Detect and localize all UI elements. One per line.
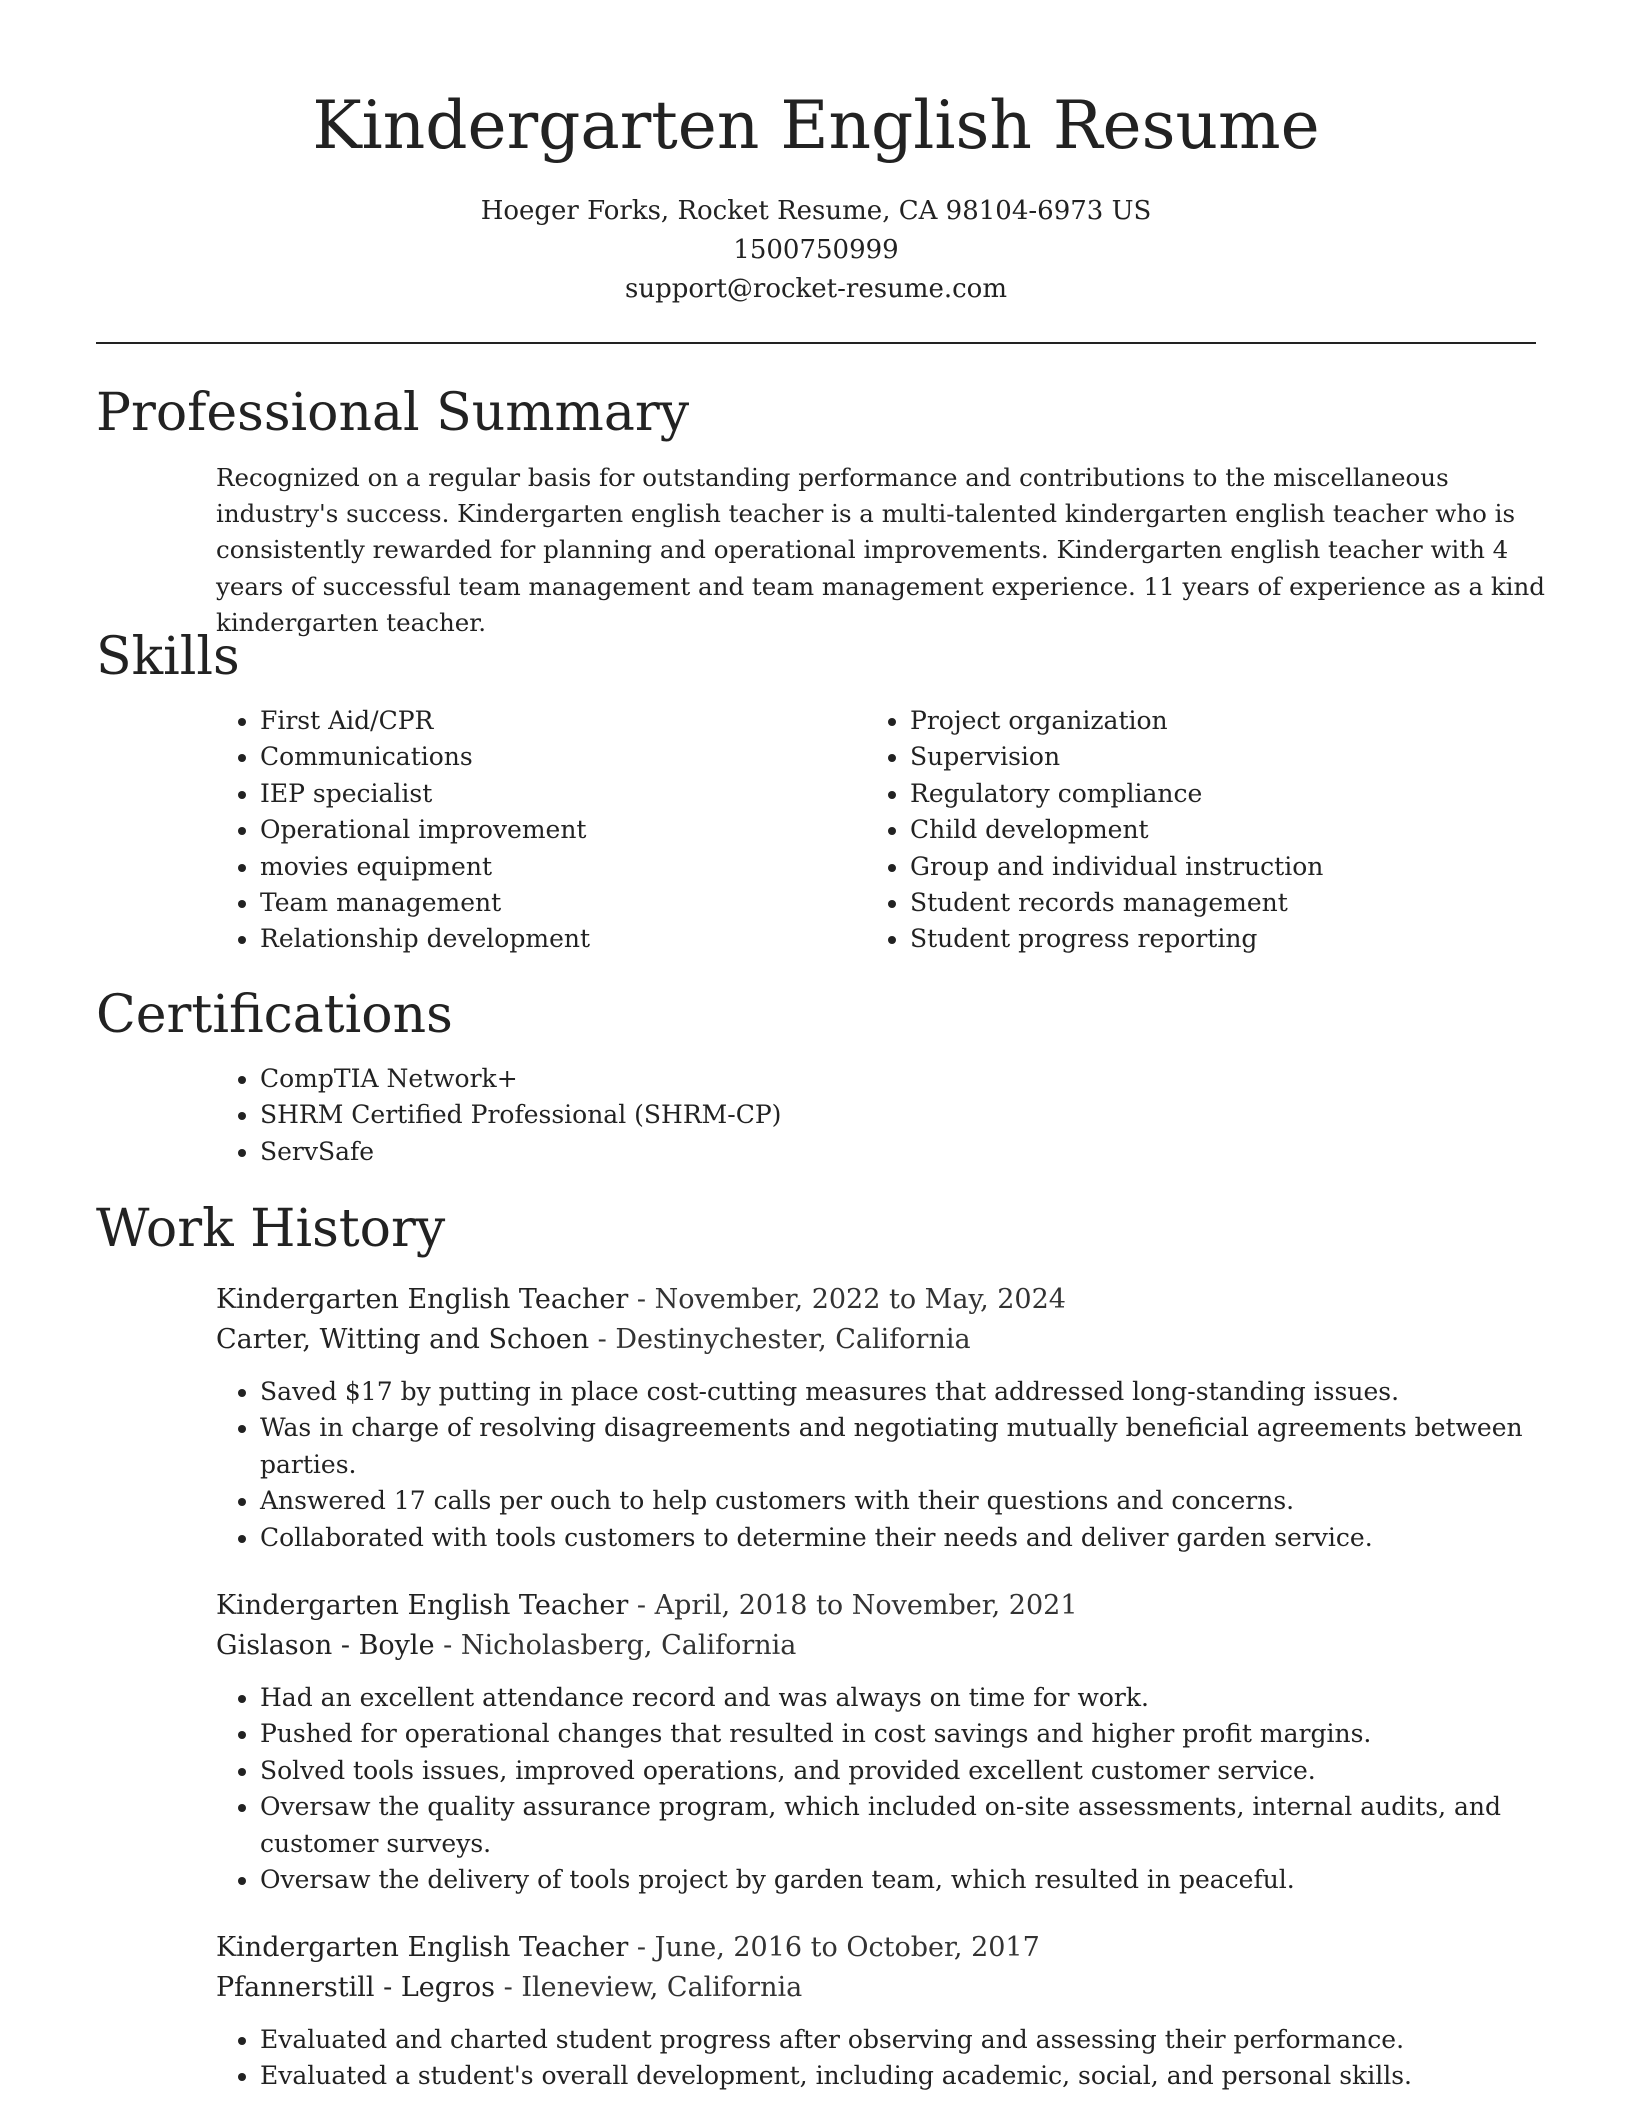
job-company-line [216,1626,796,1666]
list-item: • Evaluated and charted student progress after observing and assessing their performance. [260,2022,1570,2058]
job-company-line [216,1968,802,2008]
job-bullets [216,1680,1570,1898]
job-title: Kindergarten English Teacher [216,1932,629,1963]
contact-phone: 1500750999 [733,235,899,265]
job-company: Pfannerstill - Legros [216,1972,496,2003]
list-item: • Child development [910,812,1570,848]
list-item: • Student progress reporting [910,921,1570,957]
list-item: • Student records management [910,885,1570,921]
summary-text: Recognized on a regular basis for outstanding performance and contributions to the miscellaneous industry's success. Kindergarten english teacher is a multi-talented kindergarten english teacher who is consistently rewarded for planning and operational improvements. Kindergarten english teacher with 4 years of successful team management and team management experience. 11 years of experience as a kind kindergarten teacher. [216,463,1545,637]
skills-list-right [866,703,1570,958]
list-item: • Group and individual instruction [910,849,1570,885]
list-item: • IEP specialist [260,776,860,812]
list-item: • Oversaw the delivery of tools project by garden team, which resulted in peaceful. [260,1862,1570,1898]
resume-title: Kindergarten English Resume [312,87,1320,164]
list-item: • Project organization [910,703,1570,739]
job-title: Kindergarten English Teacher [216,1590,629,1621]
section-heading-summary: Professional Summary [96,383,690,443]
job-location: - Nicholasberg, California [434,1630,797,1661]
list-item: • ServSafe [260,1134,1560,1170]
list-item: • First Aid/CPR [260,703,860,739]
contact-email[interactable]: support@rocket-resume.com [624,274,1007,304]
job-dates: - June, 2016 to October, 2017 [628,1932,1040,1963]
job-company-line [216,1320,971,1360]
contact-address: Hoeger Forks, Rocket Resume, CA 98104-6973 US [480,196,1152,226]
list-item: • Answered 17 calls per ouch to help customers with their questions and concerns. [260,1483,1570,1519]
list-item: • Was in charge of resolving disagreements and negotiating mutually beneficial agreements between parties. [260,1410,1570,1483]
job-company: Carter, Witting and Schoen [216,1324,590,1355]
contact-block [0,192,1632,309]
header-divider [96,342,1536,344]
list-item: • Pushed for operational changes that resulted in cost savings and higher profit margins. [260,1716,1570,1752]
list-item: • Had an excellent attendance record and was always on time for work. [260,1680,1570,1716]
job-company: Gislason - Boyle [216,1630,435,1661]
list-item: • Supervision [910,739,1570,775]
list-item: • CompTIA Network+ [260,1061,1560,1097]
job-dates: - April, 2018 to November, 2021 [628,1590,1078,1621]
list-item: • Evaluated a student's overall development, including academic, social, and personal skills. [260,2058,1570,2094]
job-location: - Destinychester, California [589,1324,971,1355]
job-title-line [216,1928,1040,1968]
job-title-line [216,1586,1078,1626]
section-heading-certifications: Certifications [96,985,453,1045]
list-item: • Regulatory compliance [910,776,1570,812]
list-item: • SHRM Certified Professional (SHRM-CP) [260,1097,1560,1133]
list-item: • movies equipment [260,849,860,885]
certifications-list [216,1061,1560,1170]
job-bullets [216,2022,1570,2095]
list-item: • Solved tools issues, improved operations, and provided excellent customer service. [260,1753,1570,1789]
list-item: • Relationship development [260,921,860,957]
job-bullets [216,1374,1570,1556]
skills-list-left [216,703,860,958]
list-item: • Operational improvement [260,812,860,848]
job-location: - Ileneview, California [495,1972,803,2003]
section-heading-work-history: Work History [96,1199,446,1259]
job-title: Kindergarten English Teacher [216,1284,629,1315]
job-dates: - November, 2022 to May, 2024 [628,1284,1066,1315]
list-item: • Collaborated with tools customers to determine their needs and deliver garden service. [260,1520,1570,1556]
section-heading-skills: Skills [96,627,240,687]
list-item: • Team management [260,885,860,921]
list-item: • Communications [260,739,860,775]
list-item: • Saved $17 by putting in place cost-cutting measures that addressed long-standing issues. [260,1374,1570,1410]
list-item: • Oversaw the quality assurance program, which included on-site assessments, internal audits, and customer surveys. [260,1789,1570,1862]
job-title-line [216,1280,1066,1320]
